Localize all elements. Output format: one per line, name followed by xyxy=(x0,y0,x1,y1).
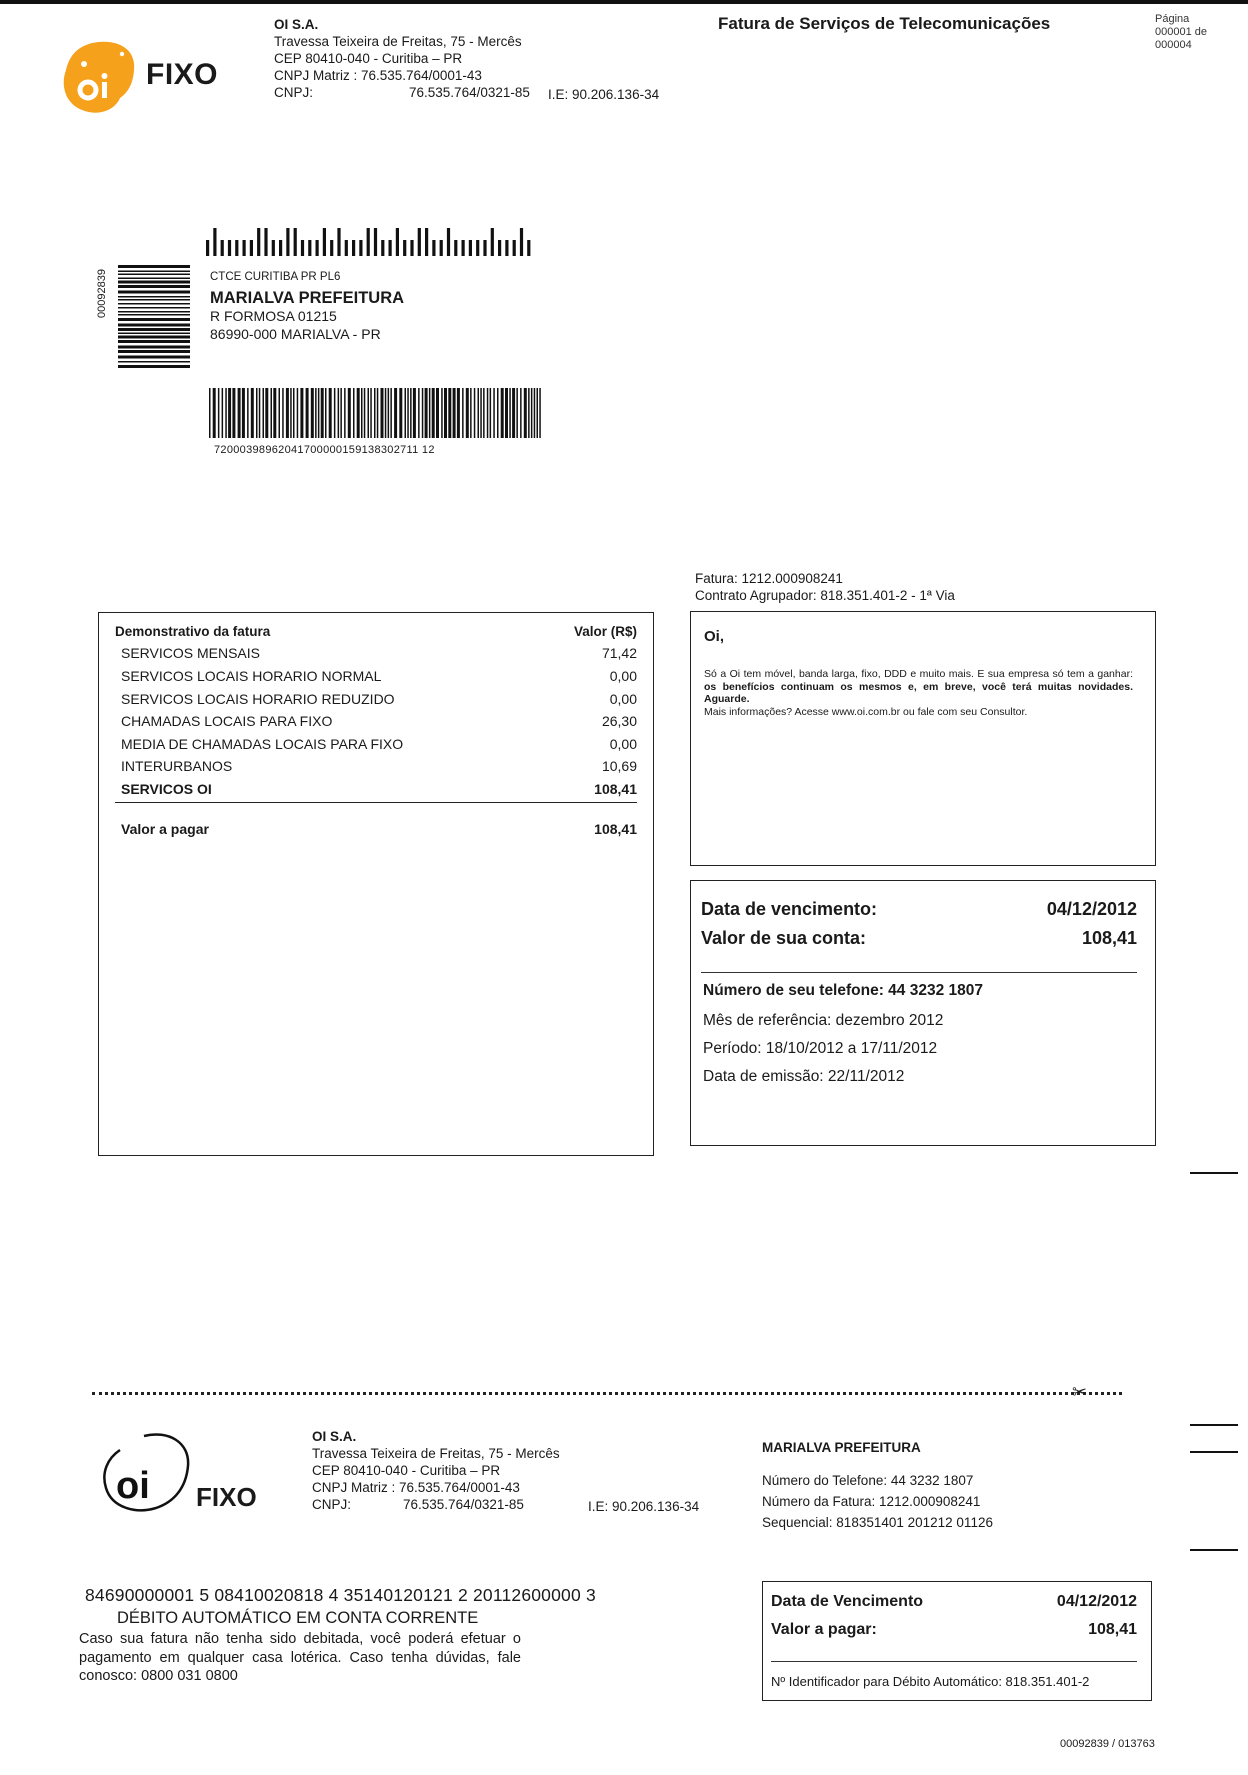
company-address: Travessa Teixeira de Freitas, 75 - Mercês xyxy=(274,34,522,49)
statement-total-value: 108,41 xyxy=(594,821,637,837)
statement-row xyxy=(121,691,637,707)
statement-item-value: 10,69 xyxy=(601,758,637,774)
statement-item-value: 0,00 xyxy=(609,691,637,707)
logo-text: oi xyxy=(116,1465,150,1507)
mail-barcode xyxy=(209,388,544,438)
stub-brand-fixo-label: FIXO xyxy=(196,1482,257,1512)
stub-company-ie: I.E: 90.206.136-34 xyxy=(588,1499,700,1514)
side-barcode xyxy=(118,265,190,371)
statement-row xyxy=(121,736,637,752)
amount-row xyxy=(701,928,1137,949)
stub-phone-number: Número do Telefone: 44 3232 1807 xyxy=(762,1473,974,1488)
statement-item-value: 71,42 xyxy=(601,645,637,661)
statement-item-label: SERVICOS MENSAIS xyxy=(121,645,261,661)
oi-logo-outline-icon xyxy=(98,1428,196,1518)
stub-due-date-row xyxy=(771,1593,1137,1611)
brand-fixo-label: FIXO xyxy=(146,58,219,91)
page-label: Página xyxy=(1155,13,1190,25)
stub-divider xyxy=(771,1661,1137,1662)
statement-item-label: INTERURBANOS xyxy=(121,758,233,774)
stub-customer-name: MARIALVA PREFEITURA xyxy=(762,1440,921,1455)
auto-debit-title: DÉBITO AUTOMÁTICO EM CONTA CORRENTE xyxy=(117,1609,479,1627)
company-cnpj-label: CNPJ: xyxy=(274,85,314,100)
recipient-name: MARIALVA PREFEITURA xyxy=(210,289,405,307)
top-border xyxy=(0,0,1248,4)
statement-item-label: SERVICOS LOCAIS HORARIO REDUZIDO xyxy=(121,691,395,707)
page-indicator xyxy=(1155,13,1207,52)
stub-payment-box xyxy=(762,1581,1152,1701)
margin-mark xyxy=(1190,1424,1238,1426)
issue-date: Data de emissão: 22/11/2012 xyxy=(703,1068,905,1085)
stub-cnpj-value: 76.535.764/0321-85 xyxy=(403,1497,524,1512)
barcode-number: 72000398962041700000159138302711 12 xyxy=(214,444,435,456)
statement-row xyxy=(121,645,637,661)
recipient-street: R FORMOSA 01215 xyxy=(210,308,337,324)
statement-total-label: Valor a pagar xyxy=(121,821,209,837)
stub-customer-info xyxy=(762,1437,993,1533)
stub-amount-row xyxy=(771,1621,1137,1639)
message-text-part2: Mais informações? Acesse www.oi.com.br ou fale com seu Consultor. xyxy=(704,705,1028,718)
stub-due-date-value: 04/12/2012 xyxy=(1056,1593,1137,1610)
auto-debit-text: Caso sua fatura não tenha sido debitada, você poderá efetuar o pagamento em qualquer casa lotérica. Caso tenha dúvidas, fale conosco: 0800 031 0800 xyxy=(79,1631,521,1684)
due-date-row xyxy=(701,899,1137,920)
statement-row xyxy=(121,758,637,774)
stub-invoice-number: Número da Fatura: 1212.000908241 xyxy=(762,1494,981,1509)
oi-logo-icon xyxy=(58,36,140,118)
auto-debit-identifier: Nº Identificador para Débito Automático: 818.351.401-2 xyxy=(771,1674,1090,1689)
due-summary-box xyxy=(690,880,1156,1146)
contract-number: Contrato Agrupador: 818.351.401-2 - 1ª Via xyxy=(695,588,955,603)
phone-number: Número de seu telefone: 44 3232 1807 xyxy=(703,982,983,999)
statement-header xyxy=(115,624,637,639)
stub-company-address: Travessa Teixeira de Freitas, 75 - Mercês xyxy=(312,1446,560,1461)
company-cnpj-matriz: CNPJ Matriz : 76.535.764/0001-43 xyxy=(274,68,482,83)
message-text xyxy=(704,668,1133,718)
reference-month: Mês de referência: dezembro 2012 xyxy=(703,1012,944,1029)
cut-line xyxy=(92,1392,1122,1395)
statement-item-value: 0,00 xyxy=(609,736,637,752)
statement-item-value: 108,41 xyxy=(594,781,637,797)
statement-item-label: CHAMADAS LOCAIS PARA FIXO xyxy=(121,713,333,729)
page-total: 000004 xyxy=(1155,39,1192,51)
amount-label: Valor de sua conta: xyxy=(701,928,867,948)
statement-item-label: SERVICOS LOCAIS HORARIO NORMAL xyxy=(121,668,382,684)
footer-number: 00092839 / 013763 xyxy=(1060,1738,1155,1750)
message-text-part1: Só a Oi tem móvel, banda larga, fixo, DDD e muito mais. E sua empresa só tem a ganhar: xyxy=(704,668,1133,680)
stub-company-cep: CEP 80410-040 - Curitiba – PR xyxy=(312,1463,501,1478)
due-divider xyxy=(701,972,1137,973)
message-text-bold: os benefícios continuam os mesmos e, em breve, você terá muitas novidades. Aguarde. xyxy=(704,680,1133,705)
statement-title: Demonstrativo da fatura xyxy=(115,624,271,639)
recipient-city: 86990-000 MARIALVA - PR xyxy=(210,326,381,342)
stub-company-info xyxy=(312,1428,560,1513)
stub-amount-label: Valor a pagar: xyxy=(771,1621,877,1638)
company-ie: I.E: 90.206.136-34 xyxy=(548,87,660,102)
scissors-icon: ✂ xyxy=(1072,1382,1088,1402)
message-greeting: Oi, xyxy=(704,628,725,645)
invoice-number: Fatura: 1212.000908241 xyxy=(695,571,843,586)
statement-row xyxy=(121,668,637,684)
statement-item-label: MEDIA DE CHAMADAS LOCAIS PARA FIXO xyxy=(121,736,404,752)
billing-period: Período: 18/10/2012 a 17/11/2012 xyxy=(703,1040,938,1057)
statement-item-value: 26,30 xyxy=(601,713,637,729)
message-box xyxy=(690,611,1156,866)
postal-barcode xyxy=(206,228,536,256)
stub-cnpj-label: CNPJ: xyxy=(312,1497,352,1512)
stub-company-cnpj-matriz: CNPJ Matriz : 76.535.764/0001-43 xyxy=(312,1480,520,1495)
statement-total-row xyxy=(121,821,637,837)
statement-value-header: Valor (R$) xyxy=(573,624,637,639)
invoice-statement-box xyxy=(98,612,654,1156)
digitable-line: 84690000001 5 08410020818 4 35140120121 2 20112600000 3 xyxy=(85,1585,596,1605)
statement-subtotal-row xyxy=(121,781,637,797)
margin-mark xyxy=(1190,1172,1238,1174)
due-date-label: Data de vencimento: xyxy=(701,899,878,919)
margin-mark xyxy=(1190,1549,1238,1551)
amount-value: 108,41 xyxy=(1081,928,1137,948)
company-name: OI S.A. xyxy=(274,17,319,32)
page-value: 000001 de xyxy=(1155,26,1207,38)
statement-item-value: 0,00 xyxy=(609,668,637,684)
routing-code: CTCE CURITIBA PR PL6 xyxy=(210,271,341,283)
stub-amount-value: 108,41 xyxy=(1088,1621,1137,1638)
company-info xyxy=(274,16,530,101)
invoice-reference xyxy=(695,570,955,604)
company-cnpj-value: 76.535.764/0321-85 xyxy=(409,85,530,100)
stub-sequence-number: Sequencial: 818351401 201212 01126 xyxy=(762,1515,993,1530)
margin-mark xyxy=(1190,1451,1238,1453)
company-cep: CEP 80410-040 - Curitiba – PR xyxy=(274,51,463,66)
side-number: 00092839 xyxy=(96,269,108,318)
statement-item-label: SERVICOS OI xyxy=(121,781,212,797)
due-date-value: 04/12/2012 xyxy=(1046,899,1137,919)
stub-due-date-label: Data de Vencimento xyxy=(771,1593,924,1610)
statement-row xyxy=(121,713,637,729)
stub-company-name: OI S.A. xyxy=(312,1429,357,1444)
document-title: Fatura de Serviços de Telecomunicações xyxy=(718,14,1051,33)
recipient-address xyxy=(210,268,404,343)
statement-divider xyxy=(115,802,637,803)
